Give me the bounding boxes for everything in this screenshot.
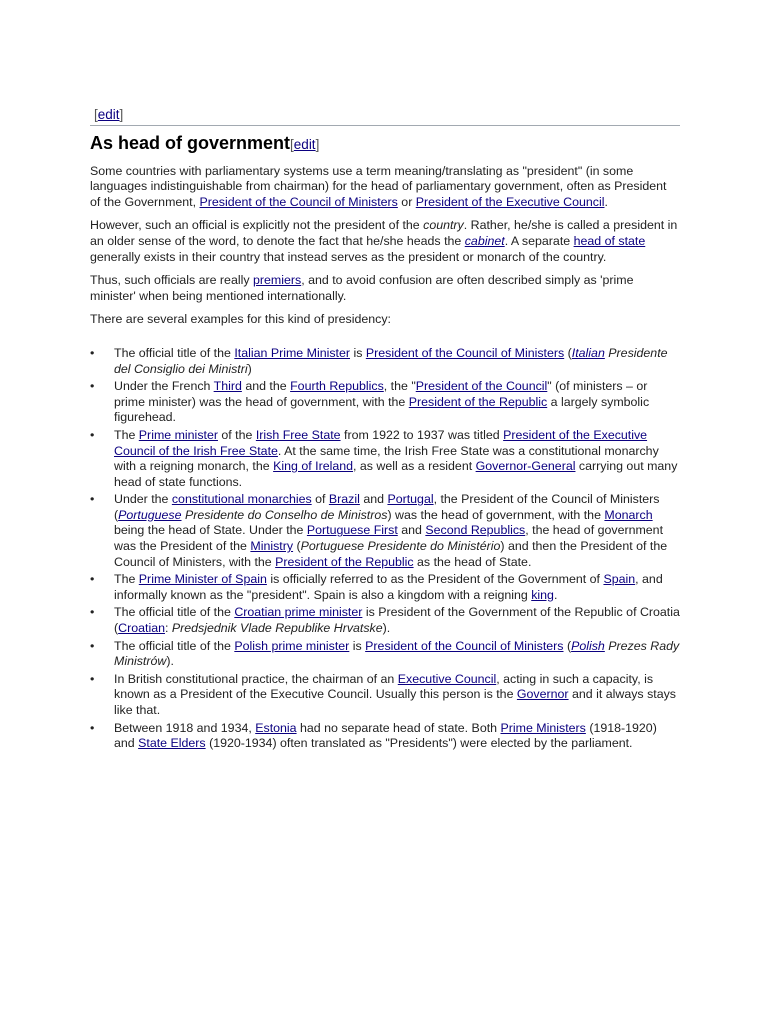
edit-link-heading[interactable]: edit	[293, 136, 316, 152]
list-item: • The Prime Minister of Spain is officially referred to as the President of the Government of Spain, and informally known as the "president". Spain is also a kingdom with a reigning king.	[90, 572, 663, 602]
section-edit: [edit]	[290, 136, 320, 152]
list-item: • Under the French Third and the Fourth Republics, the "President of the Council" (of ministers – or prime minister) was the head of government, with the President of the Republic a largely symbolic figurehead.	[90, 379, 650, 425]
link-brazil[interactable]: Brazil	[328, 492, 360, 507]
link-constitutional-monarchies[interactable]: constitutional monarchies	[171, 492, 312, 507]
paragraph-4: There are several examples for this kind of presidency:	[90, 312, 391, 327]
link-irish-free-state[interactable]: Irish Free State	[255, 427, 341, 442]
link-cabinet[interactable]: cabinet	[464, 233, 505, 248]
list-item: • The official title of the Croatian prime minister is President of the Government of the Republic of Croatia (Croatian: Predsjednik Vlade Republike Hrvatske).	[90, 605, 680, 636]
link-president-council-ministers-poland[interactable]: President of the Council of Ministers	[365, 638, 564, 653]
section-title: As head of government	[90, 132, 291, 153]
link-state-elders[interactable]: State Elders	[138, 736, 206, 751]
link-second-republics[interactable]: Second Republics	[425, 523, 526, 538]
examples-list	[90, 346, 680, 752]
link-portuguese-first-republic[interactable]: Portuguese First	[306, 523, 398, 538]
list-item: • The official title of the Italian Prime Minister is President of the Council of Ministers (Italian Presidente del Consiglio dei Ministri)	[90, 345, 668, 376]
paragraph-1: Some countries with parliamentary systems use a term meaning/translating as "president" (in some languages indistinguishable from chairman) for the head of parliamentary government, often as President of the Government, President of the Council of Ministers or President of the Executive Council.	[90, 163, 667, 209]
link-ministry[interactable]: Ministry	[250, 539, 294, 554]
section-divider	[90, 125, 680, 126]
list-item: • The Prime minister of the Irish Free State from 1922 to 1937 was titled President of the Executive Council of the Irish Free State. At the same time, the Irish Free State was a constitutional monarchy with a reigning monarch, the King of Ireland, as well as a resident Governor-General carrying out many head of state functions.	[90, 427, 678, 489]
paragraph-2: However, such an official is explicitly not the president of the country. Rather, he/she is called a president in an older sense of the word, to denote the fact that he/she heads the cabinet. A separate head of state generally exists in their country that instead serves as the president or monarch of the country.	[90, 218, 678, 264]
link-polish[interactable]: Polish	[571, 638, 605, 653]
link-italian-prime-minister[interactable]: Italian Prime Minister	[234, 345, 350, 360]
link-president-republic-portugal[interactable]: President of the Republic	[275, 554, 414, 569]
link-italian[interactable]: Italian	[571, 345, 605, 360]
link-president-executive-council[interactable]: President of the Executive Council	[415, 194, 605, 209]
link-prime-minister-of-spain[interactable]: Prime Minister of Spain	[138, 572, 267, 587]
paragraph-3: Thus, such officials are really premiers, and to avoid confusion are often described simply as 'prime minister' when being mentioned internationally.	[90, 273, 634, 303]
link-governor[interactable]: Governor	[516, 687, 569, 702]
list-item: • In British constitutional practice, the chairman of an Executive Council, acting in such a capacity, is known as a President of the Executive Council. Usually this person is the Governor and it always stays like that.	[90, 671, 676, 717]
link-croatian-prime-minister[interactable]: Croatian prime minister	[234, 605, 363, 620]
link-spain[interactable]: Spain	[603, 572, 636, 587]
link-king-of-ireland[interactable]: King of Ireland	[273, 459, 354, 474]
link-executive-council[interactable]: Executive Council	[397, 671, 497, 686]
list-item: • Under the constitutional monarchies of Brazil and Portugal, the President of the Council of Ministers (Portuguese Presidente do Conselho de Ministros) was the head of government, with the Monarch being the head of State. Under the Portuguese First and Second Republics, the head of government was the President of the Ministry (Portuguese Presidente do Ministério) and then the President of the Council of Ministers, with the President of the Republic as the head of State.	[90, 492, 668, 569]
link-king[interactable]: king	[531, 587, 554, 602]
link-governor-general[interactable]: Governor-General	[475, 459, 576, 474]
link-fourth-republics[interactable]: Fourth Republics	[290, 379, 384, 394]
link-president-of-the-republic[interactable]: President of the Republic	[408, 394, 548, 409]
link-president-executive-council-irish[interactable]: President of the Executive Council of the Irish Free State	[114, 427, 648, 458]
article-content	[90, 107, 680, 754]
link-croatian[interactable]: Croatian	[118, 621, 165, 636]
list-item: • The official title of the Polish prime minister is President of the Council of Ministers (Polish Prezes Rady Ministrów).	[90, 638, 680, 669]
link-president-council-ministers[interactable]: President of the Council of Ministers	[199, 194, 398, 209]
section-heading	[90, 132, 680, 156]
link-polish-prime-minister[interactable]: Polish prime minister	[234, 638, 350, 653]
link-president-council-ministers-italy[interactable]: President of the Council of Ministers	[365, 345, 565, 360]
link-portugal[interactable]: Portugal	[387, 492, 434, 507]
link-prime-ministers[interactable]: Prime Ministers	[500, 720, 586, 735]
link-president-of-the-council[interactable]: President of the Council	[415, 379, 548, 394]
list-item: • Between 1918 and 1934, Estonia had no separate head of state. Both Prime Ministers (1918-1920) and State Elders (1920-1934) often translated as "Presidents") were elected by the parliament.	[90, 720, 657, 751]
link-third-republic[interactable]: Third	[213, 379, 242, 394]
link-head-of-state[interactable]: head of state	[573, 233, 646, 248]
link-portuguese[interactable]: Portuguese	[118, 507, 182, 522]
section-edit-top: [edit]	[94, 107, 124, 122]
edit-link-top[interactable]: edit	[97, 107, 120, 122]
link-monarch[interactable]: Monarch	[604, 507, 653, 522]
link-premiers[interactable]: premiers	[252, 273, 302, 288]
link-prime-minister[interactable]: Prime minister	[138, 427, 218, 442]
link-estonia[interactable]: Estonia	[255, 720, 297, 735]
